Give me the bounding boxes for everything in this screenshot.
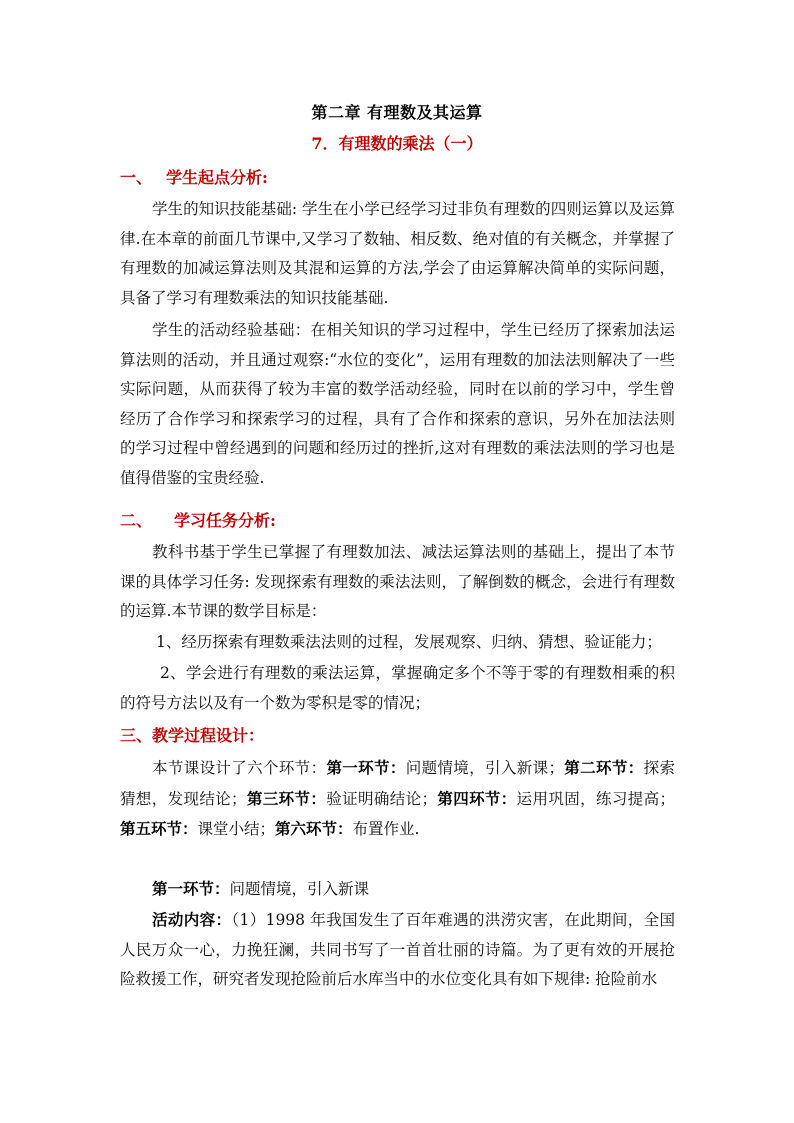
part3-paragraph-overview xyxy=(120,753,675,845)
stage1-activity-label: 活动内容： xyxy=(152,910,232,929)
link1-label: 第一环节： xyxy=(326,758,406,777)
link2-text: 探索猜想，发现结论； xyxy=(120,759,675,808)
part2-goal-item-1-text: 1、经历探索有理数乘法法则的过程，发展观察、归纳、猜想、验证能力； xyxy=(156,633,662,651)
part1-number: 一、 xyxy=(120,168,153,187)
link1-text: 问题情境，引入新课； xyxy=(405,759,564,777)
link4-label: 第四环节： xyxy=(436,788,517,808)
part1-paragraph-knowledge: 学生的知识技能基础: 学生在小学已经学习过非负有理数的四则运算以及运算律.在本章的前面几节课中,又学习了数轴、相反数、绝对值的有关概念，并掌握了有理数的加减运算法则及其混和运算的方法,学会了由运算解决简单的实际问题，具备了学习有理数乘法的知识技能基础. xyxy=(120,200,675,307)
section-title: 7．有理数的乘法（一） xyxy=(311,134,483,153)
part1-heading xyxy=(120,165,268,188)
link5-text: 课堂小结； xyxy=(197,820,276,838)
part2-paragraph-task: 教科书基于学生已掌握了有理数加法、减法运算法则的基础上，提出了本节课的具体学习任务: 发现探索有理数的乘法法则，了解倒数的概念，会进行有理数的运算.本节课的数学目标是： xyxy=(120,543,675,620)
link3-text: 验证明确结论； xyxy=(326,789,437,808)
part2-heading-text: 学习任务分析: xyxy=(174,511,276,530)
link3-label: 第三环节： xyxy=(246,788,327,808)
part2-goal-item-2: 2、学会进行有理数的乘法运算，掌握确定多个不等于零的有理数相乘的积的符号方法以及有一个数为零积是零的情况； xyxy=(120,664,675,712)
part3-heading: 三、教学过程设计： xyxy=(120,726,265,745)
part2-number: 二、 xyxy=(120,511,153,530)
stage1-label: 第一环节： xyxy=(152,879,230,898)
link6-label: 第六环节： xyxy=(275,819,353,838)
part2-goal-item-1 xyxy=(120,628,675,658)
part1-heading-text: 学生起点分析: xyxy=(166,168,268,187)
link6-text: 布置作业. xyxy=(352,820,420,838)
part1-paragraph-experience: 学生的活动经验基础：在相关知识的学习过程中，学生已经历了探索加法运算法则的活动，并且通过观察:“水位的变化”，运用有理数的加法法则解决了一些实际问题，从而获得了较为丰富的数学活动经验，同时在以前的学习中，学生曾经历了合作学习和探索学习的过程，具有了合作和探索的意识，另外在加法法则的学习过程中曾经遇到的问题和经历过的挫折,这对有理数的乘法法则的学习也是值得借鉴的宝贵经验. xyxy=(120,321,675,487)
link4-text: 运用巩固，练习提高； xyxy=(516,789,675,808)
link2-label: 第二环节： xyxy=(563,758,644,777)
link5-label: 第五环节： xyxy=(120,819,198,838)
part2-heading xyxy=(120,508,276,531)
stage1-heading xyxy=(120,874,675,905)
stage1-title: 问题情境，引入新课 xyxy=(229,880,370,898)
part3-intro: 本节课设计了六个环节： xyxy=(152,759,327,777)
stage1-activity-paragraph xyxy=(120,905,675,995)
stage1-activity-text: （1）1998 年我国发生了百年难遇的洪涝灾害，在此期间，全国人民万众一心，力挽狂澜，共同书写了一首首壮丽的诗篇。为了更有效的开展抢险救援工作，研究者发现抢险前后水库当中的水位变化具有如下规律: 抢险前水 xyxy=(120,911,675,988)
chapter-title: 第二章 有理数及其运算 xyxy=(311,103,483,122)
